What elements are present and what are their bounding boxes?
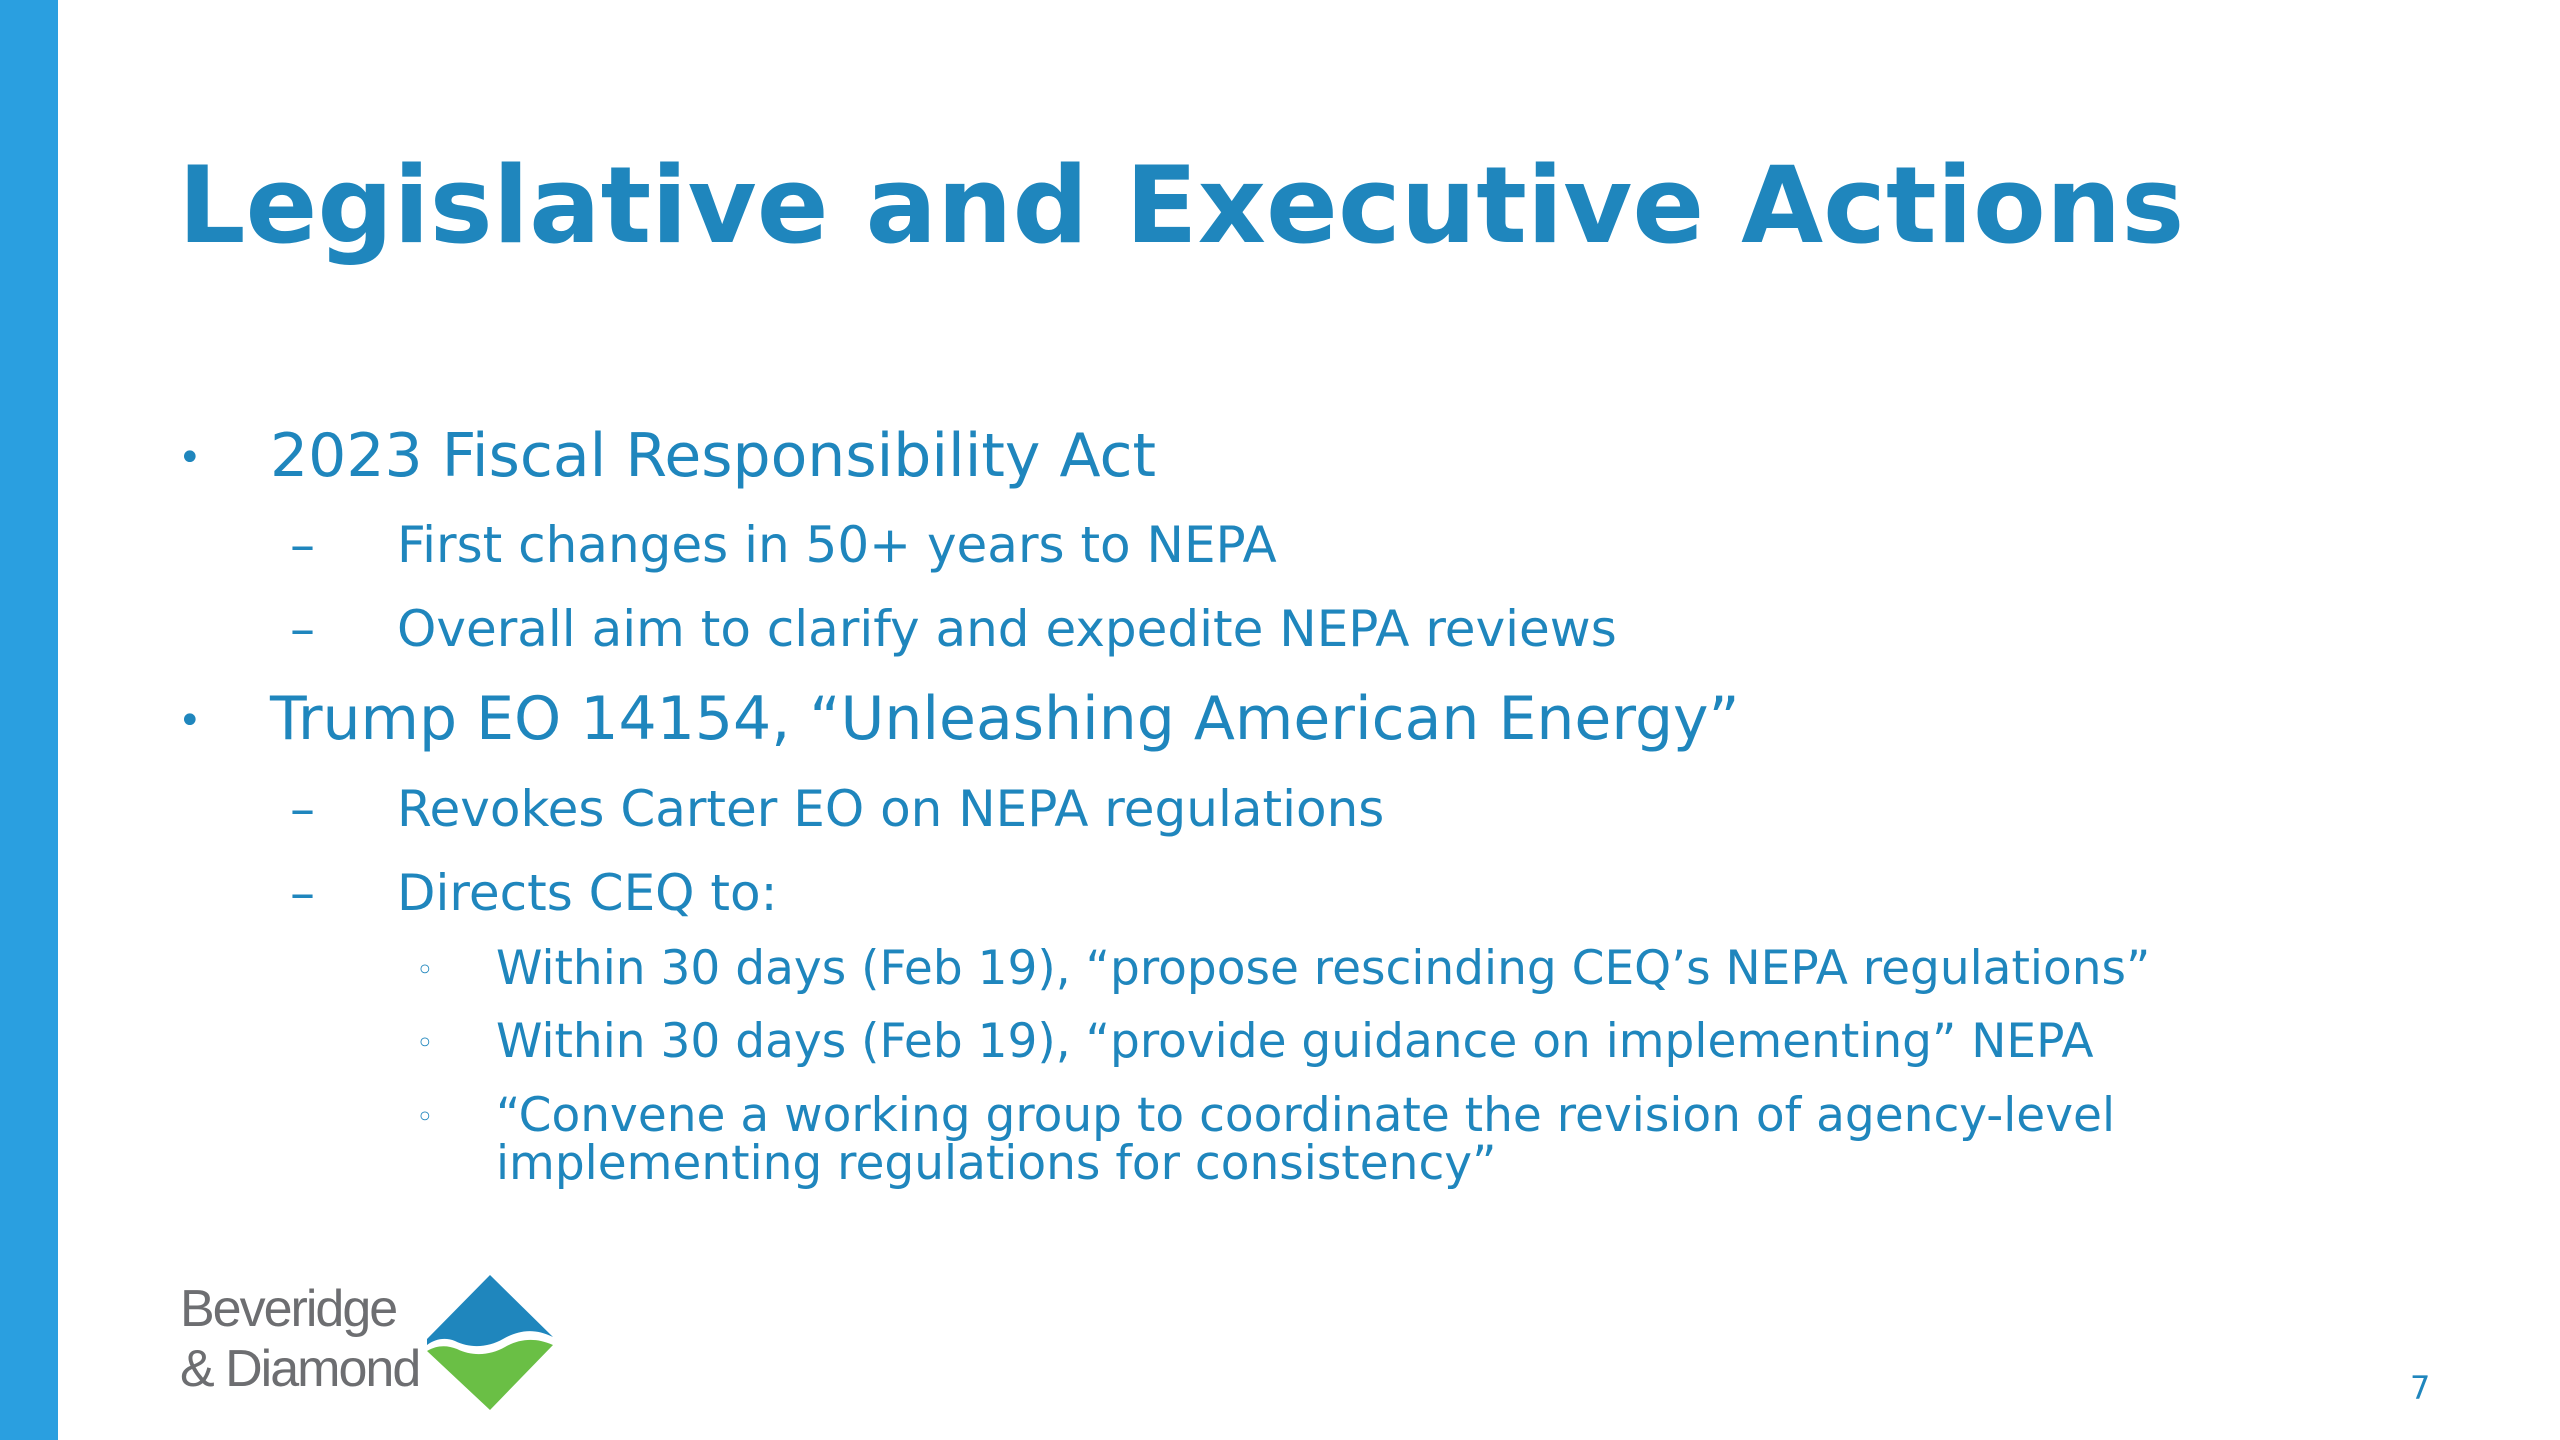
- bullet-text: “Convene a working group to coordinate the revision of agency-level: [496, 1088, 2115, 1143]
- bullet-text: First changes in 50+ years to NEPA: [397, 516, 1277, 574]
- company-logo: [180, 1275, 560, 1415]
- circle-bullet-icon: ◦: [416, 1026, 434, 1061]
- bullet-text: Within 30 days (Feb 19), “propose rescinding CEQ’s NEPA regulations”: [496, 941, 2151, 996]
- bullet-text: Overall aim to clarify and expedite NEPA reviews: [397, 600, 1617, 658]
- bullet-text-continuation: implementing regulations for consistency”: [496, 1136, 1497, 1191]
- dash-icon: –: [290, 600, 315, 658]
- diamond-logo-icon: [425, 1275, 555, 1410]
- bullet-item: [416, 941, 2151, 996]
- bullet-item: [178, 683, 1740, 755]
- bullet-dot-icon: •: [178, 698, 202, 744]
- bullet-item: [290, 862, 778, 924]
- bullet-text: 2023 Fiscal Responsibility Act: [270, 421, 1156, 491]
- logo-text-line1: Beveridge: [180, 1280, 397, 1338]
- bullet-item: [416, 1014, 2094, 1069]
- bullet-item: [416, 1088, 2115, 1191]
- dash-icon: –: [290, 780, 315, 838]
- bullet-item: [178, 420, 1156, 492]
- bullet-text: Trump EO 14154, “Unleashing American Energy”: [270, 684, 1740, 754]
- circle-bullet-icon: ◦: [416, 1100, 434, 1135]
- page-number: 7: [2410, 1369, 2431, 1407]
- bullet-item: [290, 598, 1617, 660]
- bullet-text: Within 30 days (Feb 19), “provide guidance on implementing” NEPA: [496, 1014, 2094, 1069]
- logo-text-line2: & Diamond: [180, 1340, 420, 1398]
- circle-bullet-icon: ◦: [416, 953, 434, 988]
- slide-title: Legislative and Executive Actions: [178, 144, 2185, 267]
- bullet-item: [290, 778, 1385, 840]
- bullet-text: Directs CEQ to:: [397, 864, 778, 922]
- bullet-dot-icon: •: [178, 435, 202, 481]
- dash-icon: –: [290, 864, 315, 922]
- dash-icon: –: [290, 516, 315, 574]
- bullet-item: [290, 514, 1277, 576]
- bullet-text: Revokes Carter EO on NEPA regulations: [397, 780, 1385, 838]
